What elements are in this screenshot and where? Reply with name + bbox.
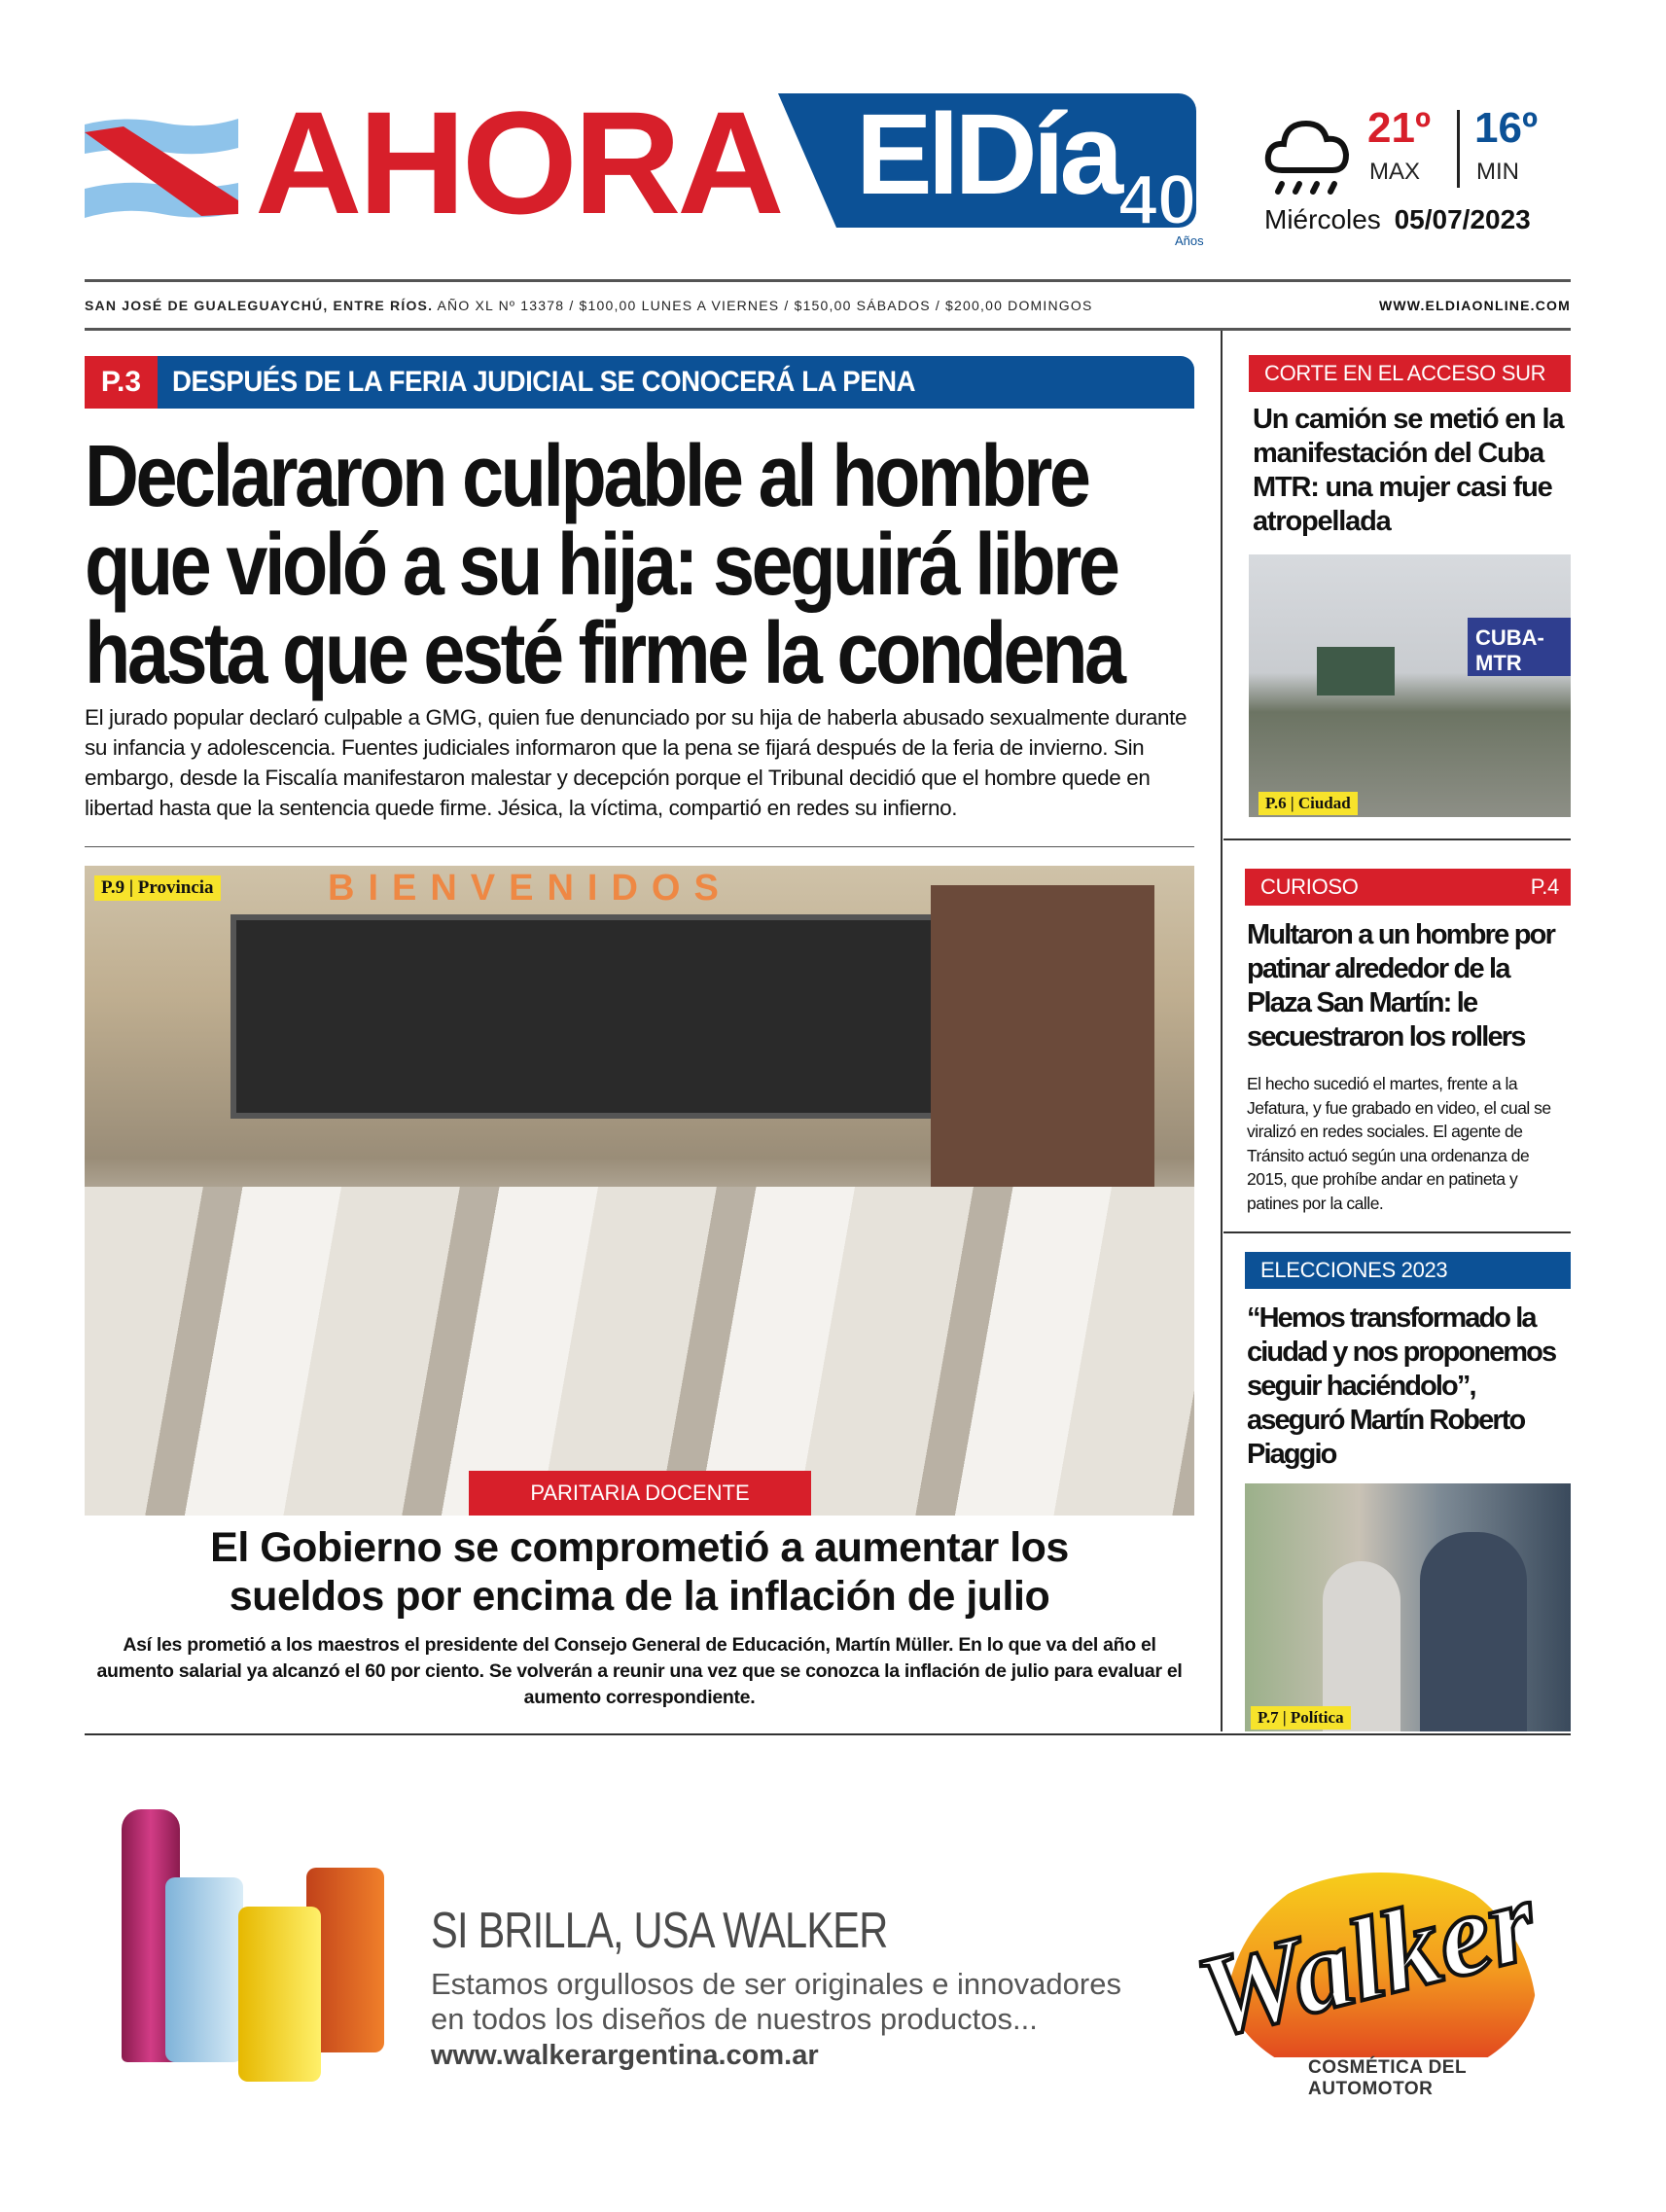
lead-headline-line[interactable]: que violó a su hija: seguirá libre	[85, 517, 1117, 614]
lead-body: El jurado popular declaró culpable a GMG, quien fue denunciado por su hija de haberla abusado sexualmente durante su infancia y adolescencia. Fuentes judiciales informaron que la pena se fijará después de la feria de invierno. Sin embargo, desde la Fiscalía manifestaron malestar y decepción porque el Tribunal decidió que el hombre quede en libertad hasta que la sentencia quede firme. Jésica, la víctima, compartió en redes su infierno.	[85, 705, 1187, 820]
photo-tag[interactable]: P.9 | Provincia	[94, 875, 221, 901]
protest-photo[interactable]	[1249, 554, 1571, 817]
walker-tagline: COSMÉTICA DEL AUTOMOTOR	[1308, 2057, 1467, 2099]
classroom-photo[interactable]	[85, 866, 1194, 1516]
lead-headline-line[interactable]: Declararon culpable al hombre	[85, 428, 1088, 525]
min-temp: 16º	[1474, 104, 1539, 152]
lead-kicker	[85, 356, 1194, 409]
anniversary-number: 40	[1118, 161, 1197, 239]
photo-tag[interactable]: P.6 | Ciudad	[1258, 792, 1358, 815]
column-divider	[1221, 331, 1223, 1731]
lead-rule	[85, 846, 1194, 847]
sidebar-divider	[1223, 1231, 1571, 1233]
sidebar-headline[interactable]: Multaron a un hombre por patinar alrededor de la Plaza San Martín: le secuestraron los rollers	[1247, 919, 1555, 1052]
walker-logo[interactable]	[1157, 1834, 1576, 2099]
ad-text-line: en todos los diseños de nuestros productos...	[431, 2002, 1038, 2036]
second-headline-line: El Gobierno se comprometió a aumentar los	[210, 1524, 1069, 1571]
sidebar-headline[interactable]: Un camión se metió en la manifestación del Cuba MTR: una mujer casi fue atropellada	[1253, 404, 1564, 537]
sidebar-label: ELECCIONES 2023	[1245, 1252, 1571, 1289]
sidebar-page-ref: P.4	[1530, 874, 1559, 899]
protest-banner: CUBA-MTR	[1468, 618, 1571, 676]
temp-divider	[1457, 110, 1460, 188]
lead-headline-line[interactable]: hasta que esté firme la condena	[85, 605, 1123, 702]
walker-brand: Walker	[1186, 1854, 1548, 2063]
ad-url[interactable]: www.walkerargentina.com.ar	[431, 2040, 819, 2071]
brand-eldia-logo: ElDía	[856, 90, 1119, 219]
classroom-door	[931, 885, 1154, 1196]
person-right	[1420, 1532, 1527, 1731]
edition-info	[85, 298, 1093, 313]
date: 05/07/2023	[1394, 204, 1531, 234]
ad-text-line: Estamos orgullosos de ser originales e innovadores	[431, 1967, 1121, 2001]
edition-details: AÑO XL Nº 13378 / $100,00 LUNES A VIERNES / $150,00 SÁBADOS / $200,00 DOMINGOS	[433, 298, 1093, 313]
sidebar-story-3	[1245, 1302, 1573, 1731]
desks	[85, 1187, 1194, 1516]
anniversary-label: Años	[1175, 233, 1204, 248]
rain-cloud-icon	[1262, 112, 1360, 199]
welcome-banner: BIENVENIDOS	[328, 868, 732, 909]
brand-ahora-logo: AHORA	[255, 81, 781, 244]
weather-widget	[1262, 102, 1574, 243]
second-body: Así les prometió a los maestros el presidente del Consejo General de Educación, Martín Müller. En lo que va del año el aumento salarial ya alcanzó el 60 por ciento. Se volverán a reunir una vez que se conozca la inflación de julio para evaluar el aumento correspondiente.	[96, 1634, 1183, 1708]
sidebar-body: El hecho sucedió el martes, frente a la Jefatura, y fue grabado en video, el cual se viralizó en redes sociales. El agente de Tránsito actuó según una ordenanza de 2015, que prohíbe andar en patineta y patines por la calle.	[1247, 1074, 1551, 1213]
sidebar-label-text: CURIOSO	[1260, 874, 1359, 899]
walker-products-image[interactable]	[112, 1800, 394, 2082]
info-rule	[85, 328, 1571, 331]
edition-location: SAN JOSÉ DE GUALEGUAYCHÚ, ENTRE RÍOS.	[85, 298, 434, 313]
weekday: Miércoles	[1264, 204, 1381, 234]
min-label: MIN	[1476, 159, 1519, 185]
lead-kicker-text: DESPUÉS DE LA FERIA JUDICIAL SE CONOCERÁ LA PENA	[172, 366, 916, 398]
lead-page-ref: P.3	[85, 356, 158, 409]
province-flag-logo	[85, 115, 238, 222]
candidates-photo[interactable]	[1245, 1483, 1571, 1731]
max-temp: 21º	[1367, 104, 1432, 152]
second-headline-line: sueldos por encima de la inflación de julio	[229, 1573, 1050, 1620]
second-headline[interactable]	[85, 1523, 1194, 1621]
chalkboard	[230, 914, 989, 1119]
bottom-rule	[85, 1733, 1571, 1735]
ad-title: SI BRILLA, USA WALKER	[431, 1903, 888, 1959]
truck	[1317, 647, 1395, 696]
sidebar-divider	[1223, 838, 1571, 840]
ad-text	[431, 1967, 1121, 2037]
sidebar-label	[1245, 869, 1571, 906]
second-label: PARITARIA DOCENTE	[469, 1471, 811, 1516]
photo-tag[interactable]: P.7 | Política	[1251, 1706, 1351, 1730]
max-label: MAX	[1369, 159, 1421, 185]
top-rule	[85, 279, 1571, 282]
sidebar-label: CORTE EN EL ACCESO SUR	[1249, 355, 1571, 392]
sidebar-headline[interactable]: “Hemos transformado la ciudad y nos proponemos seguir haciéndolo”, aseguró Martín Roberto Piaggio	[1247, 1302, 1556, 1470]
website-link[interactable]: WWW.ELDIAONLINE.COM	[1378, 298, 1571, 313]
